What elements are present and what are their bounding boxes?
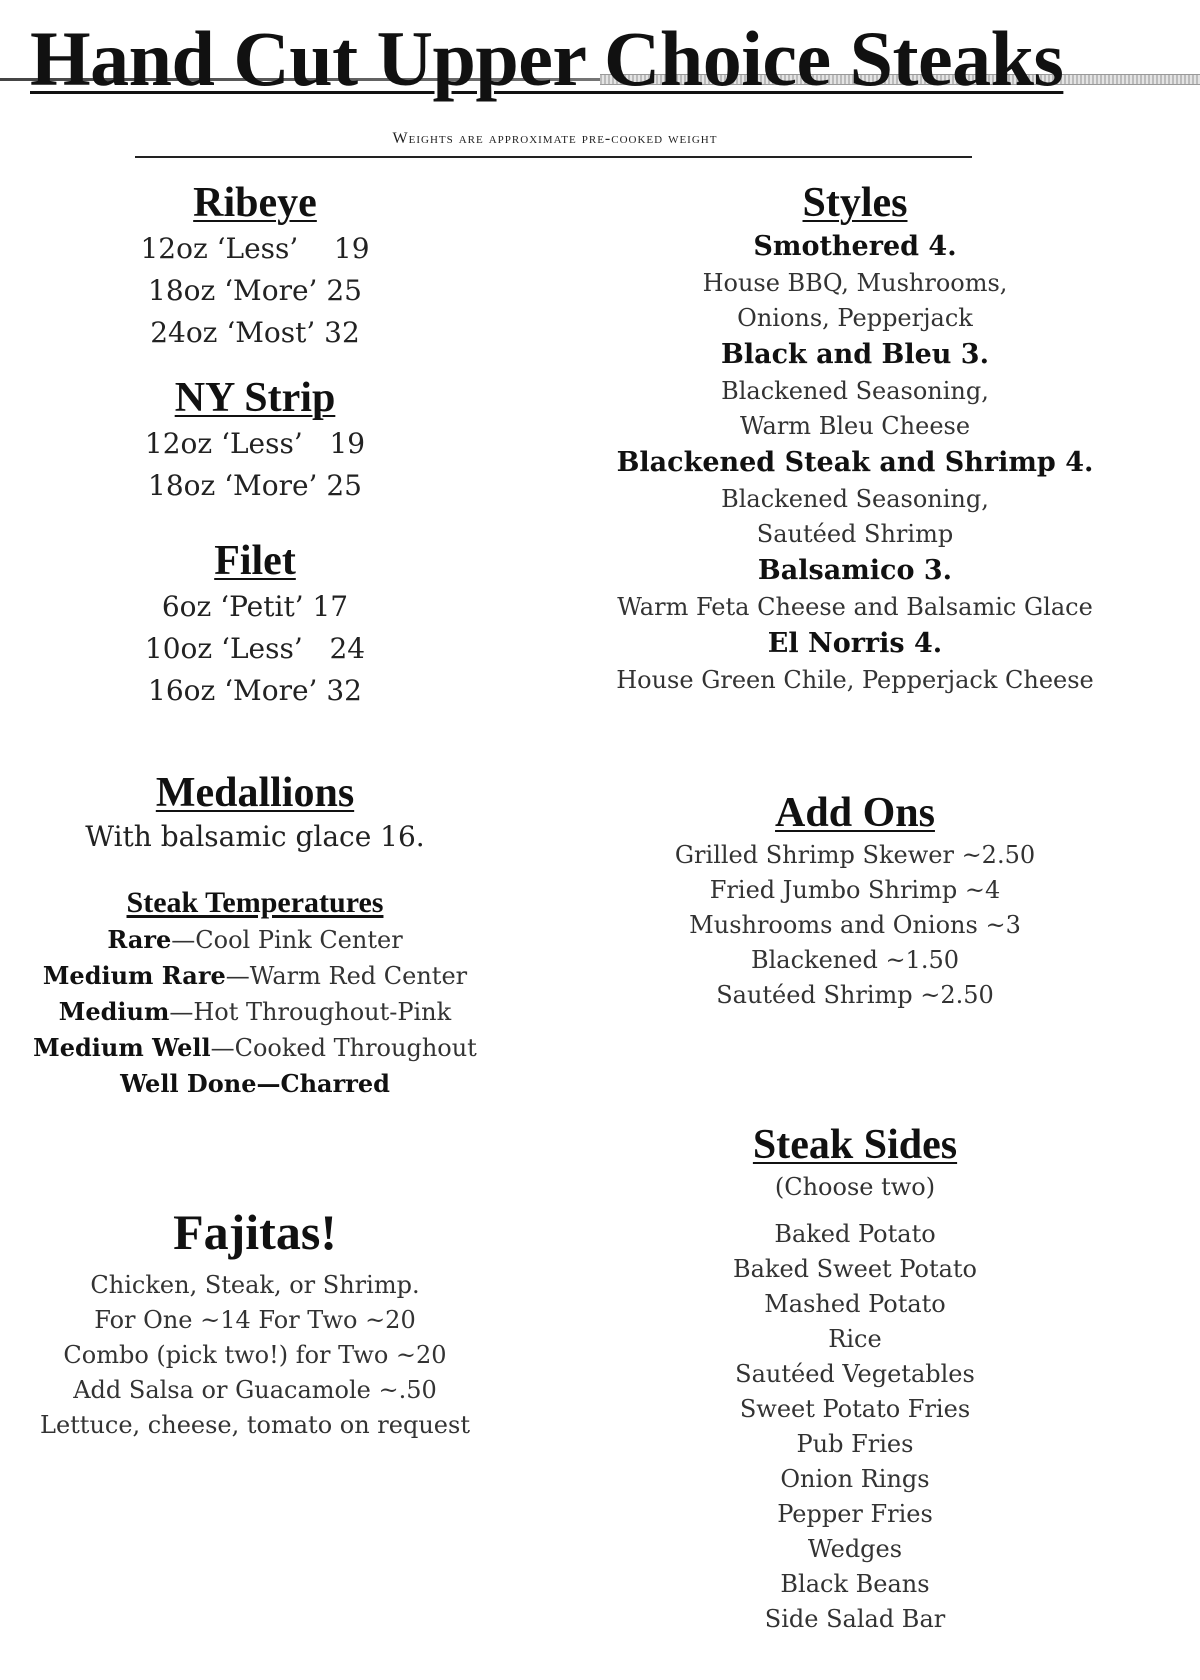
temperature-desc: Charred — [280, 1069, 390, 1098]
ribeye-item: 18oz ‘More’ 25 — [148, 274, 362, 308]
add-on-item: Blackened ~1.50 — [750, 946, 959, 975]
ribeye-item: 24oz ‘Most’ 32 — [150, 316, 360, 350]
ribeye-heading: Ribeye — [193, 180, 317, 226]
side-item: Rice — [828, 1325, 882, 1354]
temperatures-heading: Steak Temperatures — [126, 886, 384, 919]
ny-strip-section — [20, 375, 490, 507]
filet-section — [20, 538, 490, 712]
side-item: Wedges — [807, 1535, 903, 1564]
style-description: House BBQ, Mushrooms, — [702, 269, 1008, 298]
fajitas-line: Combo (pick two!) for Two ~20 — [63, 1341, 447, 1369]
temperatures-list — [20, 922, 490, 1102]
style-name: Smothered 4. — [753, 231, 957, 263]
side-item: Pub Fries — [796, 1430, 914, 1459]
side-item: Baked Sweet Potato — [732, 1255, 978, 1284]
fajitas-line: Chicken, Steak, or Shrimp. — [90, 1271, 420, 1299]
styles-section — [600, 180, 1110, 698]
styles-list — [600, 228, 1110, 698]
style-description: Onions, Pepperjack — [737, 304, 973, 333]
style-name: Balsamico 3. — [757, 555, 953, 587]
style-description: Warm Feta Cheese and Balsamic Glace — [617, 593, 1093, 622]
temperature-row — [20, 958, 490, 994]
filet-list — [20, 586, 490, 712]
temperature-sep: — — [169, 998, 194, 1026]
add-ons-list — [600, 838, 1110, 1013]
temperature-desc: Cool Pink Center — [195, 926, 403, 954]
ny-strip-heading: NY Strip — [174, 375, 336, 421]
styles-heading: Styles — [802, 180, 908, 226]
fajitas-heading: Fajitas! — [173, 1204, 337, 1260]
side-item: Pepper Fries — [777, 1500, 933, 1529]
add-ons-heading: Add Ons — [775, 790, 935, 836]
add-ons-section — [600, 790, 1110, 1013]
style-description: Warm Bleu Cheese — [739, 412, 971, 441]
temperature-name: Medium Well — [33, 1033, 211, 1062]
temperature-name: Rare — [107, 925, 172, 954]
side-item: Sweet Potato Fries — [739, 1395, 971, 1424]
temperature-sep: — — [225, 962, 250, 990]
sides-list — [600, 1217, 1110, 1637]
medallions-heading: Medallions — [155, 770, 355, 816]
temperature-desc: Hot Throughout-Pink — [193, 998, 452, 1026]
style-description: Sautéed Shrimp — [756, 520, 954, 549]
temperature-sep: — — [171, 926, 196, 954]
ribeye-item: 12oz ‘Less’ 19 — [140, 232, 370, 266]
temperature-desc: Warm Red Center — [249, 962, 468, 990]
style-description: Blackened Seasoning, — [721, 377, 989, 406]
side-item: Onion Rings — [780, 1465, 930, 1494]
side-item: Sautéed Vegetables — [735, 1360, 975, 1389]
add-on-item: Sautéed Shrimp ~2.50 — [716, 981, 994, 1010]
fajitas-list — [20, 1268, 490, 1443]
weights-note: Weights are approximate pre-cooked weight — [392, 130, 718, 147]
filet-item: 6oz ‘Petit’ 17 — [161, 590, 349, 624]
temperature-row — [20, 1066, 490, 1102]
side-item: Mashed Potato — [764, 1290, 946, 1319]
add-on-item: Grilled Shrimp Skewer ~2.50 — [674, 841, 1036, 870]
medallions-description: With balsamic glace 16. — [85, 820, 425, 854]
style-name: Blackened Steak and Shrimp 4. — [616, 447, 1094, 479]
temperatures-section — [20, 886, 490, 1102]
style-name: El Norris 4. — [767, 628, 943, 660]
style-name: Black and Bleu 3. — [721, 339, 989, 371]
temperature-sep: — — [210, 1034, 235, 1062]
filet-heading: Filet — [214, 538, 296, 584]
fajitas-line: For One ~14 For Two ~20 — [94, 1306, 416, 1334]
ny-strip-list — [20, 423, 490, 507]
ny-strip-item: 18oz ‘More’ 25 — [148, 469, 362, 503]
temperature-name: Well Done — [120, 1069, 257, 1098]
ribeye-list — [20, 228, 490, 354]
temperature-sep: — — [256, 1069, 281, 1098]
side-item: Baked Potato — [774, 1220, 936, 1249]
filet-item: 10oz ‘Less’ 24 — [144, 632, 366, 666]
filet-item: 16oz ‘More’ 32 — [148, 674, 362, 708]
ny-strip-item: 12oz ‘Less’ 19 — [144, 427, 366, 461]
temperature-row — [20, 1030, 490, 1066]
style-description: House Green Chile, Pepperjack Cheese — [616, 666, 1094, 695]
side-item: Black Beans — [780, 1570, 930, 1599]
temperature-desc: Cooked Throughout — [234, 1034, 477, 1062]
subtitle-rule — [135, 156, 972, 158]
style-description: Blackened Seasoning, — [721, 485, 989, 514]
medallions-section — [20, 770, 490, 858]
page-title: Hand Cut Upper Choice Steaks — [30, 15, 1064, 102]
sides-heading: Steak Sides — [752, 1122, 958, 1168]
temperature-name: Medium — [58, 997, 170, 1026]
temperature-name: Medium Rare — [42, 961, 226, 990]
temperature-row — [20, 922, 490, 958]
fajitas-line: Add Salsa or Guacamole ~.50 — [73, 1376, 437, 1404]
sides-note: (Choose two) — [774, 1173, 936, 1202]
fajitas-line: Lettuce, cheese, tomato on request — [40, 1411, 470, 1439]
add-on-item: Fried Jumbo Shrimp ~4 — [709, 876, 1001, 905]
add-on-item: Mushrooms and Onions ~3 — [689, 911, 1021, 940]
side-item: Side Salad Bar — [764, 1605, 946, 1634]
temperature-row — [20, 994, 490, 1030]
ribeye-section — [20, 180, 490, 354]
fajitas-section — [20, 1205, 490, 1443]
sides-section — [600, 1122, 1110, 1637]
